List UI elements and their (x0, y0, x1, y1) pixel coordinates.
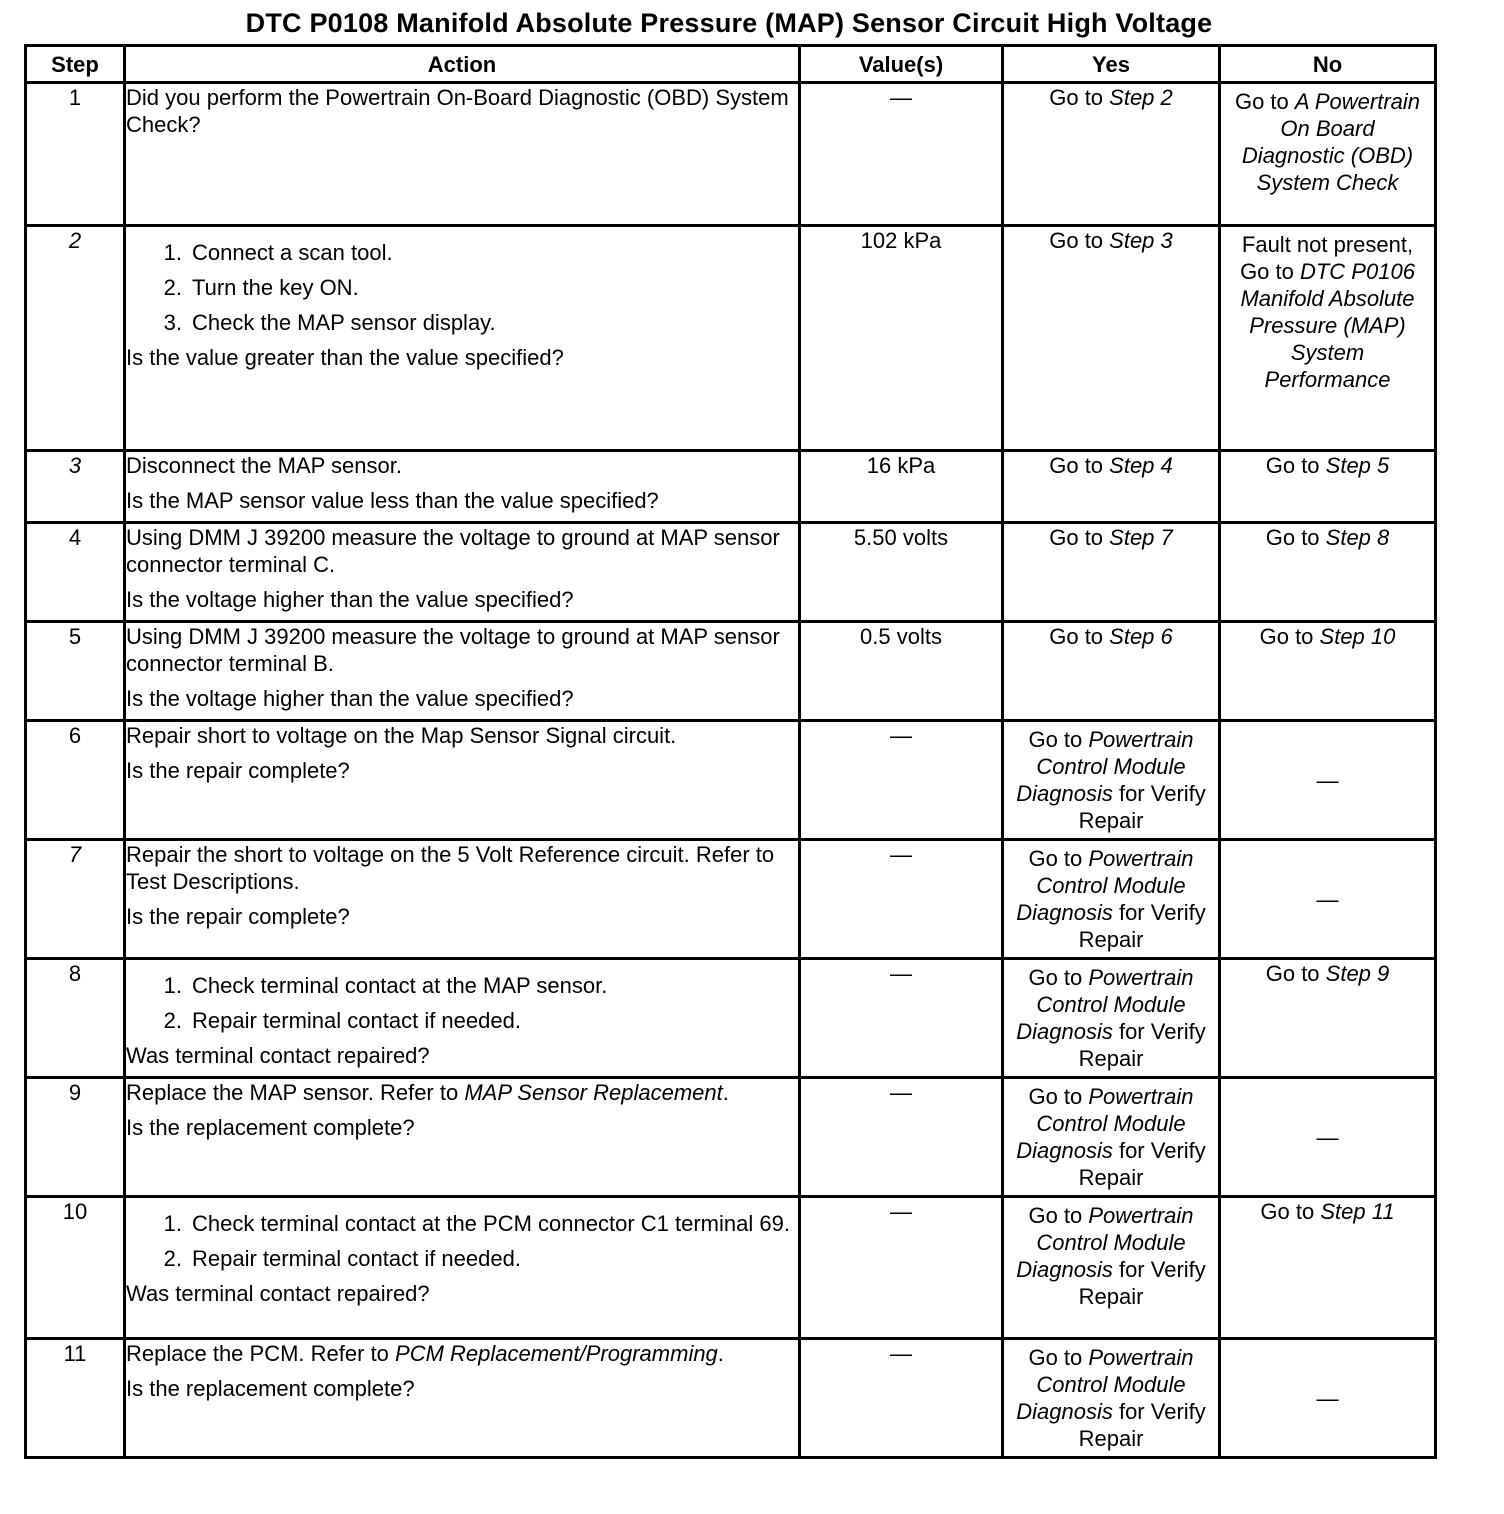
yes-cell (1003, 1339, 1220, 1458)
action-question: Is the value greater than the value specified? (126, 345, 564, 370)
step-number: 11 (26, 1339, 125, 1458)
action-cell (125, 959, 800, 1078)
no-cell (1220, 451, 1436, 523)
yes-link[interactable]: Step 7 (1109, 525, 1173, 550)
no-cell: — (1220, 840, 1436, 959)
step-number: 1 (26, 83, 125, 226)
yes-prefix: Go to (1049, 453, 1110, 478)
no-cell (1220, 523, 1436, 622)
yes-cell (1003, 83, 1220, 226)
action-link[interactable]: PCM Replacement/Programming (395, 1341, 718, 1366)
no-link[interactable]: Step 5 (1325, 453, 1390, 478)
yes-prefix: Go to (1049, 525, 1110, 550)
action-cell (125, 1078, 800, 1197)
yes-suffix: for Verify Repair (1078, 1257, 1206, 1309)
table-row (26, 451, 1436, 523)
no-prefix: Fault not present, Go to (1240, 232, 1414, 284)
action-cell (125, 721, 800, 840)
action-prefix: Replace the PCM. Refer to (126, 1341, 396, 1366)
yes-prefix: Go to (1049, 624, 1110, 649)
no-link[interactable]: Step 9 (1325, 961, 1390, 986)
no-link[interactable]: Step 8 (1325, 525, 1390, 550)
action-cell (125, 622, 800, 721)
no-prefix: Go to (1265, 961, 1326, 986)
header-yes: Yes (1003, 46, 1220, 83)
header-action: Action (125, 46, 800, 83)
action-cell (125, 226, 800, 451)
yes-suffix: for Verify Repair (1078, 1138, 1206, 1190)
action-question: Was terminal contact repaired? (126, 1043, 430, 1068)
no-prefix: Go to (1260, 1199, 1321, 1224)
value-cell: 102 kPa (800, 226, 1003, 451)
header-step: Step (26, 46, 125, 83)
step-number: 5 (26, 622, 125, 721)
action-question: Is the repair complete? (126, 758, 350, 783)
list-item: 1. Check terminal contact at the PCM connector C1 terminal 69. (163, 1211, 790, 1236)
action-text (126, 1340, 798, 1367)
value-cell: — (800, 83, 1003, 226)
no-link[interactable]: Step 10 (1319, 624, 1396, 649)
yes-cell (1003, 721, 1220, 840)
action-cell (125, 1339, 800, 1458)
value-cell: 5.50 volts (800, 523, 1003, 622)
yes-cell (1003, 226, 1220, 451)
yes-prefix: Go to (1028, 1345, 1089, 1370)
yes-cell (1003, 1197, 1220, 1339)
table-row (26, 721, 1436, 840)
action-question: Was terminal contact repaired? (126, 1281, 430, 1306)
action-suffix: . (717, 1341, 724, 1366)
table-row (26, 1339, 1436, 1458)
action-cell (125, 840, 800, 959)
yes-suffix: for Verify Repair (1078, 900, 1206, 952)
no-cell: — (1220, 1339, 1436, 1458)
diagnostic-table (24, 44, 1437, 1459)
value-cell: — (800, 721, 1003, 840)
action-link[interactable]: MAP Sensor Replacement (464, 1080, 723, 1105)
action-text: Did you perform the Powertrain On-Board Diagnostic (OBD) System Check? (126, 85, 789, 137)
header-values: Value(s) (800, 46, 1003, 83)
action-suffix: . (722, 1080, 729, 1105)
step-number: 10 (26, 1197, 125, 1339)
yes-link[interactable]: Powertrain Control Module Diagnosis (1016, 1203, 1194, 1282)
action-prefix: Replace the MAP sensor. Refer to (126, 1080, 465, 1105)
no-prefix: Go to (1265, 453, 1326, 478)
action-question: Is the voltage higher than the value specified? (126, 587, 574, 612)
table-row (26, 523, 1436, 622)
yes-suffix: for Verify Repair (1078, 1019, 1206, 1071)
no-cell (1220, 959, 1436, 1078)
value-cell: — (800, 1339, 1003, 1458)
table-row (26, 226, 1436, 451)
action-cell (125, 1197, 800, 1339)
table-row (26, 1197, 1436, 1339)
yes-cell (1003, 523, 1220, 622)
no-cell: — (1220, 1078, 1436, 1197)
yes-cell (1003, 622, 1220, 721)
value-cell: 0.5 volts (800, 622, 1003, 721)
yes-link[interactable]: Step 6 (1109, 624, 1173, 649)
step-number: 6 (26, 721, 125, 840)
list-item: 3. Check the MAP sensor display. (163, 310, 496, 335)
list-item: 1. Check terminal contact at the MAP sensor. (163, 973, 608, 998)
no-cell (1220, 622, 1436, 721)
no-prefix: Go to (1234, 89, 1295, 114)
page-title: DTC P0108 Manifold Absolute Pressure (MAP) Sensor Circuit High Voltage (245, 8, 1213, 38)
action-cell (125, 83, 800, 226)
yes-cell (1003, 451, 1220, 523)
no-link[interactable]: DTC P0106 Manifold Absolute Pressure (MAP) System Performance (1240, 259, 1415, 392)
yes-prefix: Go to (1028, 1084, 1089, 1109)
step-number: 4 (26, 523, 125, 622)
yes-suffix: for Verify Repair (1078, 1399, 1206, 1451)
yes-link[interactable]: Step 3 (1109, 228, 1173, 253)
step-number: 9 (26, 1078, 125, 1197)
yes-cell (1003, 1078, 1220, 1197)
table-row (26, 622, 1436, 721)
yes-link[interactable]: Powertrain Control Module Diagnosis (1016, 727, 1194, 806)
yes-link[interactable]: Powertrain Control Module Diagnosis (1016, 1084, 1194, 1163)
yes-prefix: Go to (1049, 85, 1110, 110)
value-cell: 16 kPa (800, 451, 1003, 523)
table-row (26, 1078, 1436, 1197)
step-number: 3 (26, 451, 125, 523)
action-list (126, 239, 798, 336)
action-text (126, 1079, 798, 1106)
list-item: 2. Turn the key ON. (163, 275, 359, 300)
step-number: 7 (26, 840, 125, 959)
action-text: Repair the short to voltage on the 5 Volt Reference circuit. Refer to Test Descriptions. (126, 842, 775, 894)
action-question: Is the replacement complete? (126, 1376, 415, 1401)
action-question: Is the voltage higher than the value specified? (126, 686, 574, 711)
action-text: Using DMM J 39200 measure the voltage to ground at MAP sensor connector terminal C. (126, 525, 780, 577)
no-link[interactable]: Step 11 (1320, 1199, 1395, 1224)
yes-link[interactable]: Step 4 (1109, 453, 1173, 478)
action-question: Is the repair complete? (126, 904, 350, 929)
yes-prefix: Go to (1028, 846, 1089, 871)
header-no: No (1220, 46, 1436, 83)
value-cell: — (800, 1078, 1003, 1197)
yes-prefix: Go to (1028, 1203, 1089, 1228)
action-question: Is the replacement complete? (126, 1115, 415, 1140)
table-row (26, 83, 1436, 226)
list-item: 2. Repair terminal contact if needed. (163, 1008, 521, 1033)
table-row (26, 840, 1436, 959)
action-text: Using DMM J 39200 measure the voltage to ground at MAP sensor connector terminal B. (126, 624, 780, 676)
yes-link[interactable]: Powertrain Control Module Diagnosis (1016, 965, 1194, 1044)
list-item: 1. Connect a scan tool. (163, 240, 393, 265)
no-prefix: Go to (1259, 624, 1320, 649)
no-cell (1220, 1197, 1436, 1339)
yes-prefix: Go to (1028, 965, 1089, 990)
yes-prefix: Go to (1028, 727, 1089, 752)
no-cell (1220, 226, 1436, 451)
step-number: 2 (26, 226, 125, 451)
action-cell (125, 451, 800, 523)
action-question: Is the MAP sensor value less than the value specified? (126, 488, 659, 513)
action-list (126, 1210, 798, 1272)
value-cell: — (800, 840, 1003, 959)
action-text: Repair short to voltage on the Map Sensor Signal circuit. (126, 723, 677, 748)
no-cell: — (1220, 721, 1436, 840)
yes-suffix: for Verify Repair (1078, 781, 1206, 833)
no-cell (1220, 83, 1436, 226)
yes-cell (1003, 959, 1220, 1078)
no-link[interactable]: A Powertrain On Board Diagnostic (OBD) System Check (1241, 89, 1421, 195)
yes-link[interactable]: Powertrain Control Module Diagnosis (1016, 846, 1194, 925)
value-cell: — (800, 959, 1003, 1078)
yes-link[interactable]: Step 2 (1109, 85, 1173, 110)
table-row (26, 959, 1436, 1078)
action-list (126, 972, 798, 1034)
value-cell: — (800, 1197, 1003, 1339)
list-item: 2. Repair terminal contact if needed. (163, 1246, 521, 1271)
yes-cell (1003, 840, 1220, 959)
no-prefix: Go to (1265, 525, 1326, 550)
action-text: Disconnect the MAP sensor. (126, 453, 402, 478)
step-number: 8 (26, 959, 125, 1078)
action-cell (125, 523, 800, 622)
yes-link[interactable]: Powertrain Control Module Diagnosis (1016, 1345, 1194, 1424)
header-row (26, 46, 1436, 83)
yes-prefix: Go to (1049, 228, 1110, 253)
